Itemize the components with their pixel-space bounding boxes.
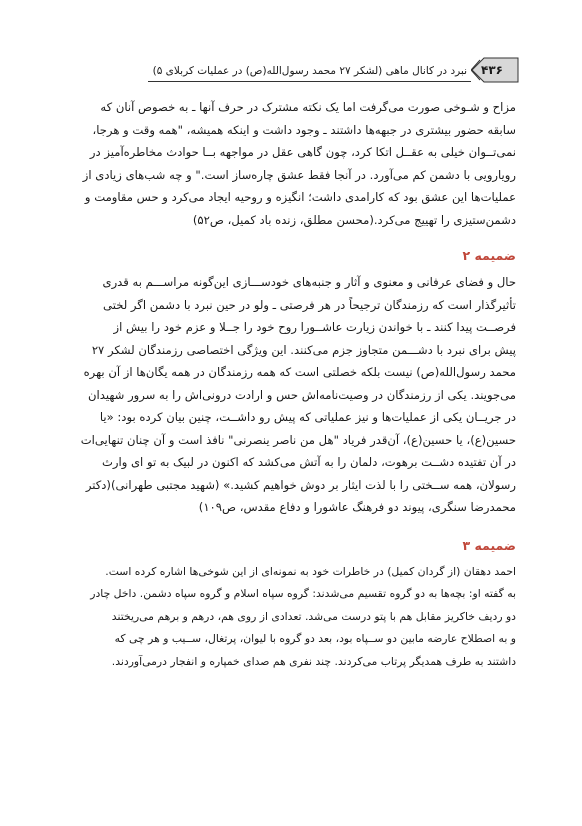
text-line: نمی‌تــوان خیلی به عقــل اتکا کرد، چون گاهی عقل در مواجهه بــا حوادث مخاطره‌آمیز در	[89, 145, 516, 159]
text-line: دشمن‌ستیزی را تهییج می‌کرد.(محسن مطلق، زنده باد کمیل، ص۵۲)	[192, 212, 516, 227]
text-line: محمد رسول‌الله(ص) نیست بلکه خصلتی است که همه رزمندگان در همه یگان‌ها از آن بهره	[83, 365, 516, 379]
text-line: دو ردیف خاکریز مقابل هم با پتو درست می‌شد. تعدادی از روی هم، درهم و برهم می‌ریختند	[111, 609, 516, 623]
appendix2-paragraph	[66, 271, 516, 519]
header-title: نبرد در کانال ماهی (لشکر ۲۷ محمد رسول‌الله(ص) در عملیات کربلای ۵)	[148, 59, 471, 82]
text-line: داشتند به طرف همدیگر پرتاب می‌کردند. چند نفری هم صدای خمپاره و انفجار درمی‌آوردند.	[111, 654, 516, 668]
page-body	[66, 96, 516, 673]
text-line: عملیات‌ها این عشق بود که کارامدی داشت؛ انگیزه و روحیه ایجاد می‌کرد و حس مقاومت و	[84, 190, 516, 204]
appendix3-paragraph	[66, 561, 516, 674]
text-line: می‌جویند. یکی از رزمندگان در وصیت‌نامه‌اش حس و ارادت درونی‌اش را به سرور شهیدان	[88, 387, 516, 402]
text-line: در آن تفتیده دشــت برهوت، دلمان را به آتش می‌کشد که اکنون در لبیک به تو ای وارث	[101, 455, 516, 469]
text-line: مزاح و شـوخی صورت می‌گرفت اما یک نکته مشترک در حرف آنها ـ به خصوص آنان که	[100, 100, 516, 114]
text-line: در جریــان یکی از عملیات‌ها و نیز عملیاتی که پیش رو داشــت، چنین بیان کرده بود: «یا	[99, 410, 516, 424]
intro-paragraph	[66, 96, 516, 231]
page-number-badge	[471, 57, 519, 83]
text-line: رویارویی با دشمن کم می‌آورد. در آنجا فقط عشق چاره‌ساز است." و چه شب‌های زیادی از	[82, 167, 516, 182]
appendix2-heading: ضمیمه ۲	[462, 248, 516, 263]
text-line: فرصــت پیدا کنند ـ با خواندن زیارت عاشــورا روح خود را جــلا و عزم خود را بیش از	[113, 320, 516, 334]
text-line: پیش برای نبرد با دشـــمن متجاوز جزم می‌کنند. این ویژگی اختصاصی رزمندگان لشکر ۲۷	[91, 342, 516, 357]
text-line: حسین(ع)، یا حسین(ع)، آن‌قدر فریاد "هل من ناصر ینصرنی" نافذ است و آن چنان تنهایی‌ات	[80, 432, 516, 447]
text-line: و به اصطلاح عارضه مابین دو ســپاه بود، بعد دو گروه با لیوان، پرتغال، ســیب و هر چی که	[114, 632, 516, 645]
text-line: حال و فضای عرفانی و معنوی و آثار و جنبه‌های خودســـازی این‌گونه مراســـم به قدری	[102, 275, 516, 289]
appendix3-heading: ضمیمه ۳	[462, 537, 516, 553]
page-number: ۴۳۶	[481, 63, 503, 77]
text-line: تأثیرگذار است که رزمندگان ترجیحاً در هر فرصتی ـ ولو در حین نبرد با دشمن اگر لختی	[103, 297, 516, 312]
running-header	[148, 57, 519, 83]
text-line: رسولان، همه ســختی را با لذت ایثار بر دوش خواهیم کشید.» (شهید مجتبی طهرانی)(دکتر	[85, 477, 516, 492]
text-line: سابقه حضور بیشتری در جبهه‌ها داشتند ـ وجود داشت و اینکه همیشه، "همه وقت و هرجا،	[92, 122, 516, 137]
text-line: احمد دهقان (از گردان کمیل) در خاطرات خود به نمونه‌ای از این شوخی‌ها اشاره کرده است.	[105, 564, 516, 578]
text-line: محمدرضا سنگری، پیوند دو فرهنگ عاشورا و دفاع مقدس، ص۱۰۹)	[198, 500, 516, 514]
text-line: به گفته او: بچه‌ها به دو گروه تقسیم می‌شدند: گروه سپاه اسلام و گروه سپاه دشمن. داخل چادر	[90, 587, 516, 600]
